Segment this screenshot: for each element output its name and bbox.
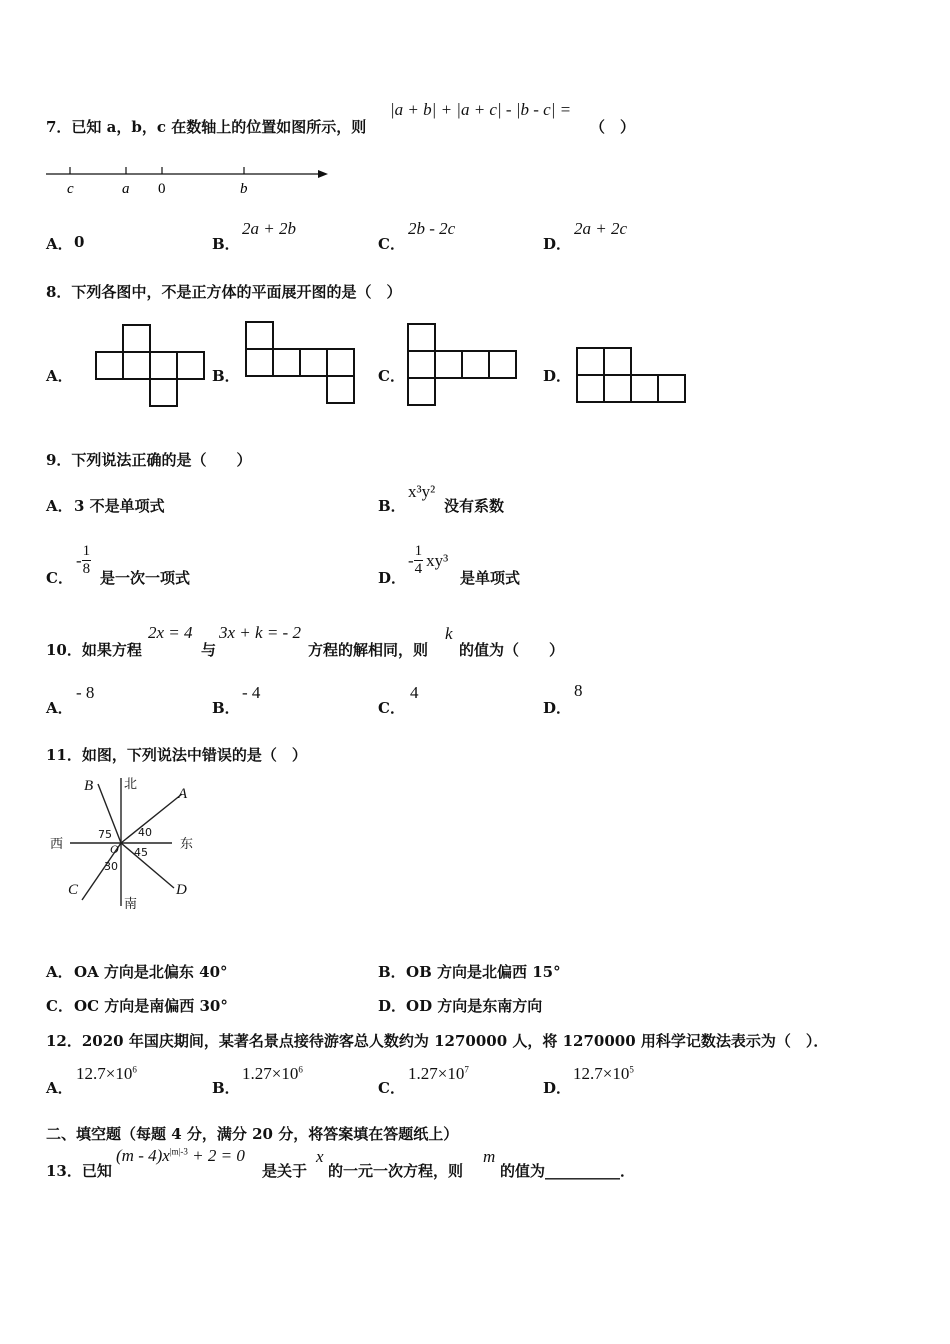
axis-label-c: c: [67, 181, 74, 197]
q11-direction-figure: [48, 772, 208, 912]
q11-option-c-letter[interactable]: C．: [46, 997, 73, 1015]
q9-option-d-letter[interactable]: D．: [378, 569, 407, 587]
q7-option-c-text: 2b - 2c: [408, 219, 456, 238]
fig-angle-75: 75: [98, 828, 112, 841]
q11-stem: 11．如图，下列说法中错误的是（ ）: [46, 746, 307, 764]
q8-option-d-letter[interactable]: D．: [543, 367, 572, 385]
q12-c-exp: 7: [464, 1064, 469, 1075]
q12-option-d-value: [573, 1064, 634, 1084]
q12-option-c-letter[interactable]: C．: [378, 1079, 405, 1097]
q7-expression: |a + b| + |a + c| - |b - c| =: [390, 100, 572, 119]
q9-option-a-text: 3 不是单项式: [74, 497, 165, 515]
q13-var-m: m: [483, 1147, 496, 1166]
q13-eq-exp: |m|-3: [169, 1146, 188, 1157]
q10-option-a-letter[interactable]: A．: [46, 699, 73, 717]
q9-option-b-letter[interactable]: B．: [378, 497, 406, 515]
q7-option-d-text: 2a + 2c: [574, 219, 628, 238]
q7-option-b-text: 2a + 2b: [242, 219, 296, 238]
axis-label-0: 0: [158, 181, 166, 197]
fig-angle-40: 40: [138, 826, 152, 839]
q11-option-a-letter[interactable]: A．: [46, 963, 73, 981]
q13-stem-a: 13．已知: [46, 1162, 112, 1180]
q9-option-d-fraction: [408, 543, 448, 578]
q12-b-base: 1.27×10: [242, 1064, 299, 1083]
q8-stem: 8．下列各图中，不是正方体的平面展开图的是（ ）: [46, 283, 402, 301]
fig-point-o: O: [110, 842, 119, 856]
fig-angle-30: 30: [104, 860, 118, 873]
q9-c-denominator: 8: [82, 561, 91, 577]
q10-stem-d: 的值为（ ）: [459, 641, 565, 659]
q10-option-b-letter[interactable]: B．: [212, 699, 240, 717]
q12-option-b-letter[interactable]: B．: [212, 1079, 240, 1097]
q12-d-exp: 5: [629, 1064, 634, 1075]
q12-option-b-value: [242, 1064, 303, 1084]
q8-net-b: [244, 321, 358, 407]
q8-option-b-letter[interactable]: B．: [212, 367, 240, 385]
q9-d-numerator: 1: [414, 543, 423, 559]
q12-b-exp: 6: [298, 1064, 303, 1075]
q7-option-b-letter[interactable]: B．: [212, 235, 240, 253]
q12-option-a-letter[interactable]: A．: [46, 1079, 73, 1097]
q10-option-c-letter[interactable]: C．: [378, 699, 405, 717]
q11-option-b-letter[interactable]: B．: [378, 963, 406, 981]
q13-var-x: x: [316, 1147, 324, 1166]
q11-option-d-letter[interactable]: D．: [378, 997, 407, 1015]
q11-option-d-text: OD 方向是东南方向: [406, 997, 543, 1015]
q9-option-d-text: 是单项式: [460, 569, 521, 587]
q10-option-b-text: - 4: [242, 683, 261, 702]
q10-option-d-text: 8: [574, 681, 583, 700]
q9-option-b-text: 没有系数: [444, 497, 505, 515]
q9-d-math: xy³: [426, 550, 449, 570]
q13-stem-b: 是关于: [262, 1162, 308, 1180]
q12-option-c-value: [408, 1064, 469, 1084]
q9-option-c-text: 是一次一项式: [100, 569, 191, 587]
q9-d-denominator: 4: [414, 561, 423, 577]
q10-eq2: 3x + k = - 2: [219, 623, 301, 642]
q13-stem-d: 的值为__________．: [500, 1162, 636, 1180]
q7-option-c-letter[interactable]: C．: [378, 235, 405, 253]
q7-option-d-letter[interactable]: D．: [543, 235, 572, 253]
q8-option-c-letter[interactable]: C．: [378, 367, 405, 385]
q8-option-a-letter[interactable]: A．: [46, 367, 73, 385]
q9-d-sign: -: [408, 550, 414, 570]
q7-paren: （ ）: [590, 118, 636, 136]
fig-south: 南: [124, 897, 138, 912]
q9-stem: 9．下列说法正确的是（ ）: [46, 451, 252, 469]
q7-option-a-letter[interactable]: A．: [46, 235, 73, 253]
fig-north: 北: [124, 777, 138, 792]
q8-net-c: [406, 323, 520, 409]
q12-option-a-value: [76, 1064, 137, 1084]
q7-option-a-text: 0: [74, 233, 85, 251]
q10-option-d-letter[interactable]: D．: [543, 699, 572, 717]
q8-net-d: [575, 347, 689, 407]
fig-point-a: A: [178, 786, 188, 802]
q9-option-c-fraction: [76, 543, 91, 578]
q10-var-k: k: [445, 624, 453, 643]
fig-west: 西: [50, 837, 64, 852]
q9-option-c-letter[interactable]: C．: [46, 569, 73, 587]
q9-option-a-letter[interactable]: A．: [46, 497, 73, 515]
q10-eq1: 2x = 4: [148, 623, 193, 642]
q12-a-exp: 6: [132, 1064, 137, 1075]
section2-title: 二、填空题（每题 4 分，满分 20 分，将答案填在答题纸上）: [46, 1125, 459, 1143]
q11-option-a-text: OA 方向是北偏东 40°: [74, 963, 228, 981]
q7-stem: 7．已知 a，b，c 在数轴上的位置如图所示，则: [46, 118, 367, 136]
q12-a-base: 12.7×10: [76, 1064, 133, 1083]
q9-option-b-math: x³y²: [408, 482, 436, 501]
q9-c-numerator: 1: [82, 543, 91, 559]
q7-number-line: [46, 160, 336, 200]
q12-stem: 12．2020 年国庆期间，某著名景点接待游客总人数约为 1270000 人，将 1270000 用科学记数法表示为（ ）．: [46, 1032, 829, 1050]
q13-equation: [116, 1146, 245, 1166]
fig-east: 东: [180, 837, 194, 852]
q10-option-a-text: - 8: [76, 683, 95, 702]
q8-net-a: [94, 324, 210, 408]
fig-point-c: C: [68, 882, 79, 898]
q13-eq-base: (m - 4)x: [116, 1146, 170, 1165]
q11-option-c-text: OC 方向是南偏西 30°: [74, 997, 228, 1015]
q12-d-base: 12.7×10: [573, 1064, 630, 1083]
q12-option-d-letter[interactable]: D．: [543, 1079, 572, 1097]
q9-c-sign: -: [76, 550, 82, 570]
q10-stem-c: 方程的解相同，则: [308, 641, 429, 659]
fig-point-d: D: [176, 882, 187, 898]
fig-point-b: B: [84, 778, 94, 794]
q10-stem-a: 10．如果方程: [46, 641, 142, 659]
q13-eq-tail: + 2 = 0: [192, 1146, 245, 1165]
q10-option-c-text: 4: [410, 683, 419, 702]
q10-stem-b: 与: [201, 641, 217, 659]
q11-option-b-text: OB 方向是北偏西 15°: [406, 963, 561, 981]
fig-angle-45: 45: [134, 846, 148, 859]
q12-c-base: 1.27×10: [408, 1064, 465, 1083]
axis-label-b: b: [240, 181, 248, 197]
q13-stem-c: 的一元一次方程，则: [328, 1162, 464, 1180]
axis-label-a: a: [122, 181, 130, 197]
